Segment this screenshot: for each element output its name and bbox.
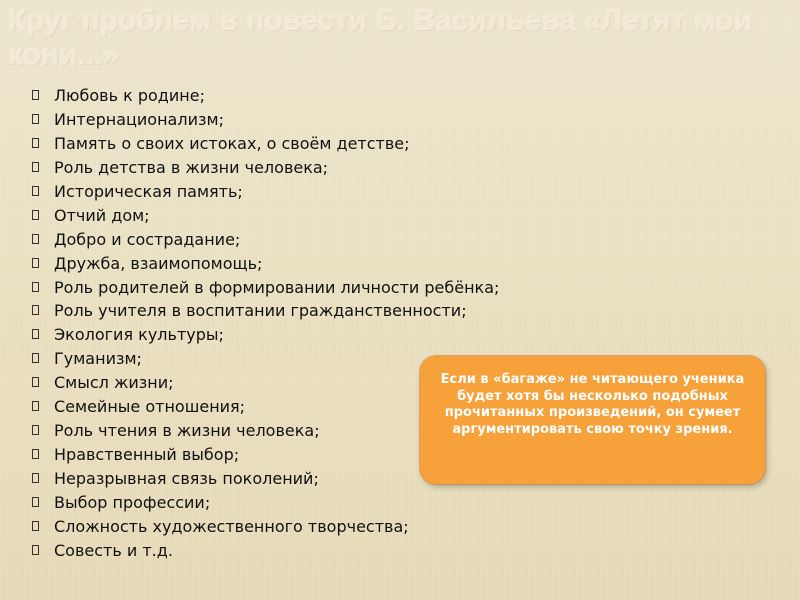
- square-bullet-icon: [32, 138, 39, 148]
- list-item-text: Добро и сострадание;: [54, 229, 241, 249]
- list-item-text: Роль детства в жизни человека;: [54, 157, 329, 177]
- square-bullet-icon: [32, 521, 39, 531]
- list-item: [30, 132, 499, 156]
- square-bullet-icon: [32, 545, 39, 555]
- callout-box: [420, 356, 765, 484]
- list-item: [30, 108, 499, 132]
- problem-list: [30, 84, 499, 563]
- list-item: [30, 84, 499, 108]
- list-item-text: Любовь к родине;: [54, 86, 205, 105]
- list-item-text: Совесть и т.д.: [54, 540, 173, 560]
- list-item: [30, 323, 499, 347]
- list-item-text: Роль родителей в формировании личности ребёнка;: [54, 277, 500, 297]
- square-bullet-icon: [32, 162, 39, 172]
- square-bullet-icon: [32, 449, 39, 459]
- list-item: [30, 539, 499, 563]
- square-bullet-icon: [32, 186, 39, 196]
- list-item: [30, 228, 499, 252]
- list-item-text: Неразрывная связь поколений;: [54, 469, 319, 488]
- square-bullet-icon: [32, 234, 39, 244]
- square-bullet-icon: [32, 114, 39, 124]
- list-item-text: Роль учителя в воспитании гражданственности;: [54, 301, 467, 321]
- list-item: [30, 276, 499, 300]
- list-item-text: Отчий дом;: [54, 205, 150, 225]
- square-bullet-icon: [32, 401, 39, 411]
- list-item-text: Семейные отношения;: [54, 397, 246, 417]
- list-item: [30, 156, 499, 180]
- list-item-text: Гуманизм;: [54, 349, 142, 369]
- square-bullet-icon: [32, 497, 39, 507]
- list-item-text: Историческая память;: [54, 181, 243, 201]
- list-item-text: Память о своих истоках, о своём детстве;: [54, 133, 410, 153]
- list-item: [30, 299, 499, 323]
- slide-title: Круг проблем в повести Б. Васильева «Летят мои кони...»: [8, 4, 753, 71]
- square-bullet-icon: [32, 90, 39, 100]
- square-bullet-icon: [32, 377, 39, 387]
- list-item-text: Интернационализм;: [54, 109, 224, 129]
- square-bullet-icon: [32, 258, 39, 268]
- square-bullet-icon: [32, 282, 39, 292]
- list-item: [30, 515, 499, 539]
- list-item-text: Роль чтения в жизни человека;: [54, 421, 320, 441]
- list-item-text: Экология культуры;: [54, 325, 224, 345]
- square-bullet-icon: [32, 210, 39, 220]
- square-bullet-icon: [32, 353, 39, 363]
- list-item-text: Дружба, взаимопомощь;: [54, 253, 263, 273]
- square-bullet-icon: [32, 473, 39, 483]
- list-item: [30, 252, 499, 276]
- list-item: [30, 491, 499, 515]
- square-bullet-icon: [32, 329, 39, 339]
- square-bullet-icon: [32, 305, 39, 315]
- list-item: [30, 204, 499, 228]
- square-bullet-icon: [32, 425, 39, 435]
- list-item: [30, 180, 499, 204]
- list-item-text: Нравственный выбор;: [54, 445, 240, 465]
- callout-text: Если в «багаже» не читающего ученика будет хотя бы несколько подобных прочитанных произведений, он сумеет аргументировать свою точку зрения.: [440, 372, 745, 437]
- list-item-text: Выбор профессии;: [54, 492, 211, 512]
- list-item-text: Сложность художественного творчества;: [54, 516, 409, 536]
- list-item-text: Смысл жизни;: [54, 373, 174, 393]
